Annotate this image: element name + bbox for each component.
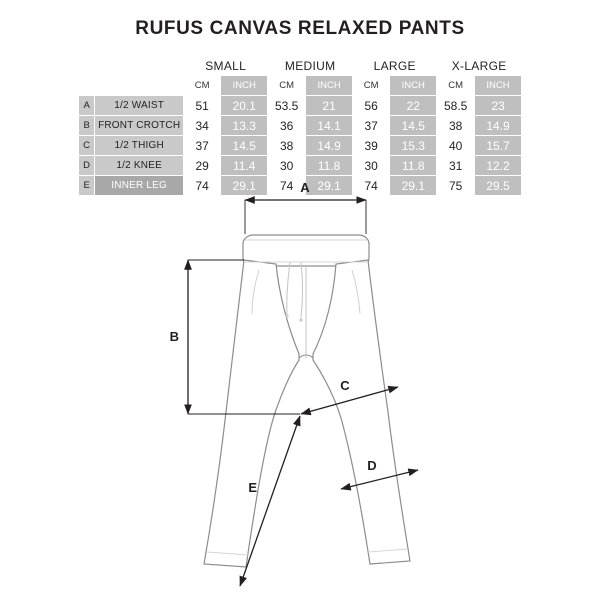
cell-value: 21 [306,96,353,116]
drawcord-right [301,262,303,318]
unit-inch-medium: INCH [306,76,353,96]
table-row [79,96,522,116]
cell-value: 11.8 [306,156,353,176]
cell-value: 11.4 [221,156,268,176]
row-letter: B [79,116,95,136]
cell-value: 40 [437,136,475,156]
header-size-large: LARGE [353,56,437,76]
row-name: 1/2 WAIST [95,96,184,116]
row-name: FRONT CROTCH [95,116,184,136]
row-letter: A [79,96,95,116]
cell-value: 51 [184,96,221,116]
cell-value: 29.1 [221,176,268,196]
cell-value: 74 [184,176,221,196]
dimension-label-a: A [300,182,310,195]
unit-cm-large: CM [353,76,390,96]
cell-value: 15.7 [475,136,522,156]
cell-value: 29.5 [475,176,522,196]
cell-value: 75 [437,176,475,196]
row-name: INNER LEG [95,176,184,196]
drawcord-tip-right [299,318,302,321]
cell-value: 11.8 [390,156,437,176]
cell-value: 36 [268,116,306,136]
garment-technical-drawing [0,182,600,600]
cell-value: 14.9 [306,136,353,156]
dimension-label-d: D [367,458,377,473]
table-header-row-units [79,76,522,96]
header-blank-letter [79,56,95,76]
table-row [79,136,522,156]
cell-value: 14.5 [390,116,437,136]
cell-value: 53.5 [268,96,306,116]
cell-value: 29.1 [390,176,437,196]
dimension-label-c: C [340,378,350,393]
cell-value: 30 [353,156,390,176]
header-size-small: SMALL [184,56,268,76]
row-letter: C [79,136,95,156]
cell-value: 22 [390,96,437,116]
header-size-xlarge: X-LARGE [437,56,522,76]
cell-value: 30 [268,156,306,176]
header-size-medium: MEDIUM [268,56,353,76]
unit-cm-small: CM [184,76,221,96]
row-name: 1/2 KNEE [95,156,184,176]
dimension-label-b: B [169,329,179,344]
cell-value: 13.3 [221,116,268,136]
cell-value: 38 [437,116,475,136]
header-blank-letter-2 [79,76,95,96]
cell-value: 14.1 [306,116,353,136]
cell-value: 29 [184,156,221,176]
unit-cm-medium: CM [268,76,306,96]
drawcord-tip-left [285,314,288,317]
left-leg [204,260,299,567]
unit-cm-xlarge: CM [437,76,475,96]
table-row [79,156,522,176]
row-letter: E [79,176,95,196]
cell-value: 58.5 [437,96,475,116]
cell-value: 12.2 [475,156,522,176]
unit-inch-small: INCH [221,76,268,96]
page-title: RUFUS CANVAS RELAXED PANTS [135,18,465,39]
table-header-row-sizes [79,56,522,76]
unit-inch-xlarge: INCH [475,76,522,96]
cell-value: 29.1 [306,176,353,196]
cell-value: 23 [475,96,522,116]
pants-illustration [204,235,410,567]
table-row [79,116,522,136]
cell-value: 14.5 [221,136,268,156]
size-chart-table [78,55,522,196]
cell-value: 56 [353,96,390,116]
cell-value: 15.3 [390,136,437,156]
cell-value: 37 [353,116,390,136]
cell-value: 31 [437,156,475,176]
dimension-a [245,182,366,234]
dimension-label-e: E [248,480,257,495]
unit-inch-large: INCH [390,76,437,96]
cell-value: 74 [268,176,306,196]
cell-value: 37 [184,136,221,156]
header-blank-name-2 [95,76,184,96]
cell-value: 34 [184,116,221,136]
cell-value: 20.1 [221,96,268,116]
drawcord-left [287,262,290,314]
header-blank-name [95,56,184,76]
cell-value: 39 [353,136,390,156]
row-letter: D [79,156,95,176]
cell-value: 74 [353,176,390,196]
cell-value: 14.9 [475,116,522,136]
row-name: 1/2 THIGH [95,136,184,156]
cell-value: 38 [268,136,306,156]
right-leg [313,260,410,564]
